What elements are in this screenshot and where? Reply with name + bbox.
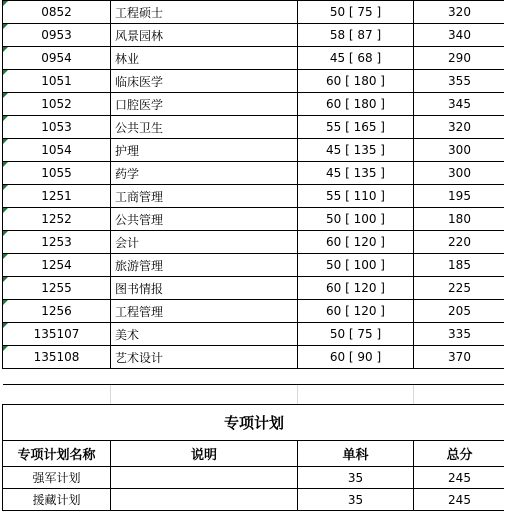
total-score-cell[interactable]: 320 <box>414 1 506 24</box>
single-score-cell[interactable]: 60 [ 120 ] <box>298 300 414 323</box>
single-score-cell[interactable]: 45 [ 68 ] <box>298 47 414 70</box>
code-cell[interactable]: 1253 <box>3 231 111 254</box>
header-description[interactable]: 说明 <box>111 441 298 467</box>
major-name-cell[interactable]: 图书情报 <box>111 277 298 300</box>
header-plan-name[interactable]: 专项计划名称 <box>3 441 111 467</box>
code-cell[interactable]: 1255 <box>3 277 111 300</box>
special-plan-table <box>2 384 506 511</box>
major-name-cell[interactable]: 公共卫生 <box>111 116 298 139</box>
major-name-cell[interactable]: 口腔医学 <box>111 93 298 116</box>
table-row <box>3 277 506 300</box>
major-name-cell[interactable]: 旅游管理 <box>111 254 298 277</box>
code-cell[interactable]: 1051 <box>3 70 111 93</box>
total-score-cell[interactable]: 290 <box>414 47 506 70</box>
code-cell[interactable]: 135108 <box>3 346 111 369</box>
total-score-cell[interactable]: 320 <box>414 116 506 139</box>
total-score-cell[interactable]: 195 <box>414 185 506 208</box>
major-name-cell[interactable]: 工程硕士 <box>111 1 298 24</box>
plan-total-cell[interactable]: 245 <box>414 489 506 511</box>
table-row <box>3 346 506 369</box>
table-row <box>3 24 506 47</box>
special-plan-title-row <box>3 405 506 441</box>
blank-row <box>3 385 506 405</box>
table-row <box>3 231 506 254</box>
total-score-cell[interactable]: 345 <box>414 93 506 116</box>
score-table <box>2 0 506 369</box>
plan-name-cell[interactable]: 援藏计划 <box>3 489 111 511</box>
table-row <box>3 47 506 70</box>
major-name-cell[interactable]: 林业 <box>111 47 298 70</box>
total-score-cell[interactable]: 220 <box>414 231 506 254</box>
table-row <box>3 116 506 139</box>
major-name-cell[interactable]: 药学 <box>111 162 298 185</box>
single-score-cell[interactable]: 50 [ 75 ] <box>298 1 414 24</box>
total-score-cell[interactable]: 340 <box>414 24 506 47</box>
total-score-cell[interactable]: 205 <box>414 300 506 323</box>
major-name-cell[interactable]: 工程管理 <box>111 300 298 323</box>
major-name-cell[interactable]: 临床医学 <box>111 70 298 93</box>
plan-name-cell[interactable]: 强军计划 <box>3 467 111 489</box>
major-name-cell[interactable]: 会计 <box>111 231 298 254</box>
single-score-cell[interactable]: 50 [ 100 ] <box>298 208 414 231</box>
code-cell[interactable]: 1055 <box>3 162 111 185</box>
table-row <box>3 208 506 231</box>
table-row <box>3 1 506 24</box>
major-name-cell[interactable]: 风景园林 <box>111 24 298 47</box>
code-cell[interactable]: 1254 <box>3 254 111 277</box>
single-score-cell[interactable]: 60 [ 90 ] <box>298 346 414 369</box>
single-score-cell[interactable]: 50 [ 100 ] <box>298 254 414 277</box>
total-score-cell[interactable]: 300 <box>414 139 506 162</box>
single-score-cell[interactable]: 55 [ 165 ] <box>298 116 414 139</box>
table-row <box>3 70 506 93</box>
total-score-cell[interactable]: 225 <box>414 277 506 300</box>
single-score-cell[interactable]: 60 [ 180 ] <box>298 70 414 93</box>
table-row <box>3 93 506 116</box>
single-score-cell[interactable]: 60 [ 120 ] <box>298 231 414 254</box>
plan-total-cell[interactable]: 245 <box>414 467 506 489</box>
special-plan-title[interactable]: 专项计划 <box>3 405 506 441</box>
table-row <box>3 300 506 323</box>
code-cell[interactable]: 0852 <box>3 1 111 24</box>
total-score-cell[interactable]: 355 <box>414 70 506 93</box>
special-plan-header-row <box>3 441 506 467</box>
code-cell[interactable]: 135107 <box>3 323 111 346</box>
plan-description-cell[interactable] <box>111 467 298 489</box>
blank-cell[interactable] <box>298 385 414 405</box>
table-row <box>3 254 506 277</box>
blank-cell[interactable] <box>414 385 506 405</box>
code-cell[interactable]: 0954 <box>3 47 111 70</box>
code-cell[interactable]: 1252 <box>3 208 111 231</box>
single-score-cell[interactable]: 45 [ 135 ] <box>298 162 414 185</box>
code-cell[interactable]: 1052 <box>3 93 111 116</box>
total-score-cell[interactable]: 370 <box>414 346 506 369</box>
plan-description-cell[interactable] <box>111 489 298 511</box>
code-cell[interactable]: 0953 <box>3 24 111 47</box>
total-score-cell[interactable]: 335 <box>414 323 506 346</box>
header-total-score[interactable]: 总分 <box>414 441 506 467</box>
score-table-body <box>3 1 506 369</box>
plan-single-cell[interactable]: 35 <box>298 467 414 489</box>
code-cell[interactable]: 1053 <box>3 116 111 139</box>
code-cell[interactable]: 1251 <box>3 185 111 208</box>
special-plan-row <box>3 489 506 511</box>
single-score-cell[interactable]: 60 [ 120 ] <box>298 277 414 300</box>
total-score-cell[interactable]: 185 <box>414 254 506 277</box>
major-name-cell[interactable]: 工商管理 <box>111 185 298 208</box>
single-score-cell[interactable]: 45 [ 135 ] <box>298 139 414 162</box>
code-cell[interactable]: 1256 <box>3 300 111 323</box>
single-score-cell[interactable]: 58 [ 87 ] <box>298 24 414 47</box>
code-cell[interactable]: 1054 <box>3 139 111 162</box>
special-plan-row <box>3 467 506 489</box>
major-name-cell[interactable]: 护理 <box>111 139 298 162</box>
single-score-cell[interactable]: 50 [ 75 ] <box>298 323 414 346</box>
plan-single-cell[interactable]: 35 <box>298 489 414 511</box>
table-row <box>3 162 506 185</box>
sheet-edge <box>504 0 509 518</box>
header-single-subject[interactable]: 单科 <box>298 441 414 467</box>
total-score-cell[interactable]: 180 <box>414 208 506 231</box>
major-name-cell[interactable]: 公共管理 <box>111 208 298 231</box>
single-score-cell[interactable]: 55 [ 110 ] <box>298 185 414 208</box>
blank-cell[interactable] <box>3 385 111 405</box>
major-name-cell[interactable]: 艺术设计 <box>111 346 298 369</box>
major-name-cell[interactable]: 美术 <box>111 323 298 346</box>
table-row <box>3 185 506 208</box>
table-row <box>3 139 506 162</box>
total-score-cell[interactable]: 300 <box>414 162 506 185</box>
table-row <box>3 323 506 346</box>
blank-cell[interactable] <box>111 385 298 405</box>
single-score-cell[interactable]: 60 [ 180 ] <box>298 93 414 116</box>
